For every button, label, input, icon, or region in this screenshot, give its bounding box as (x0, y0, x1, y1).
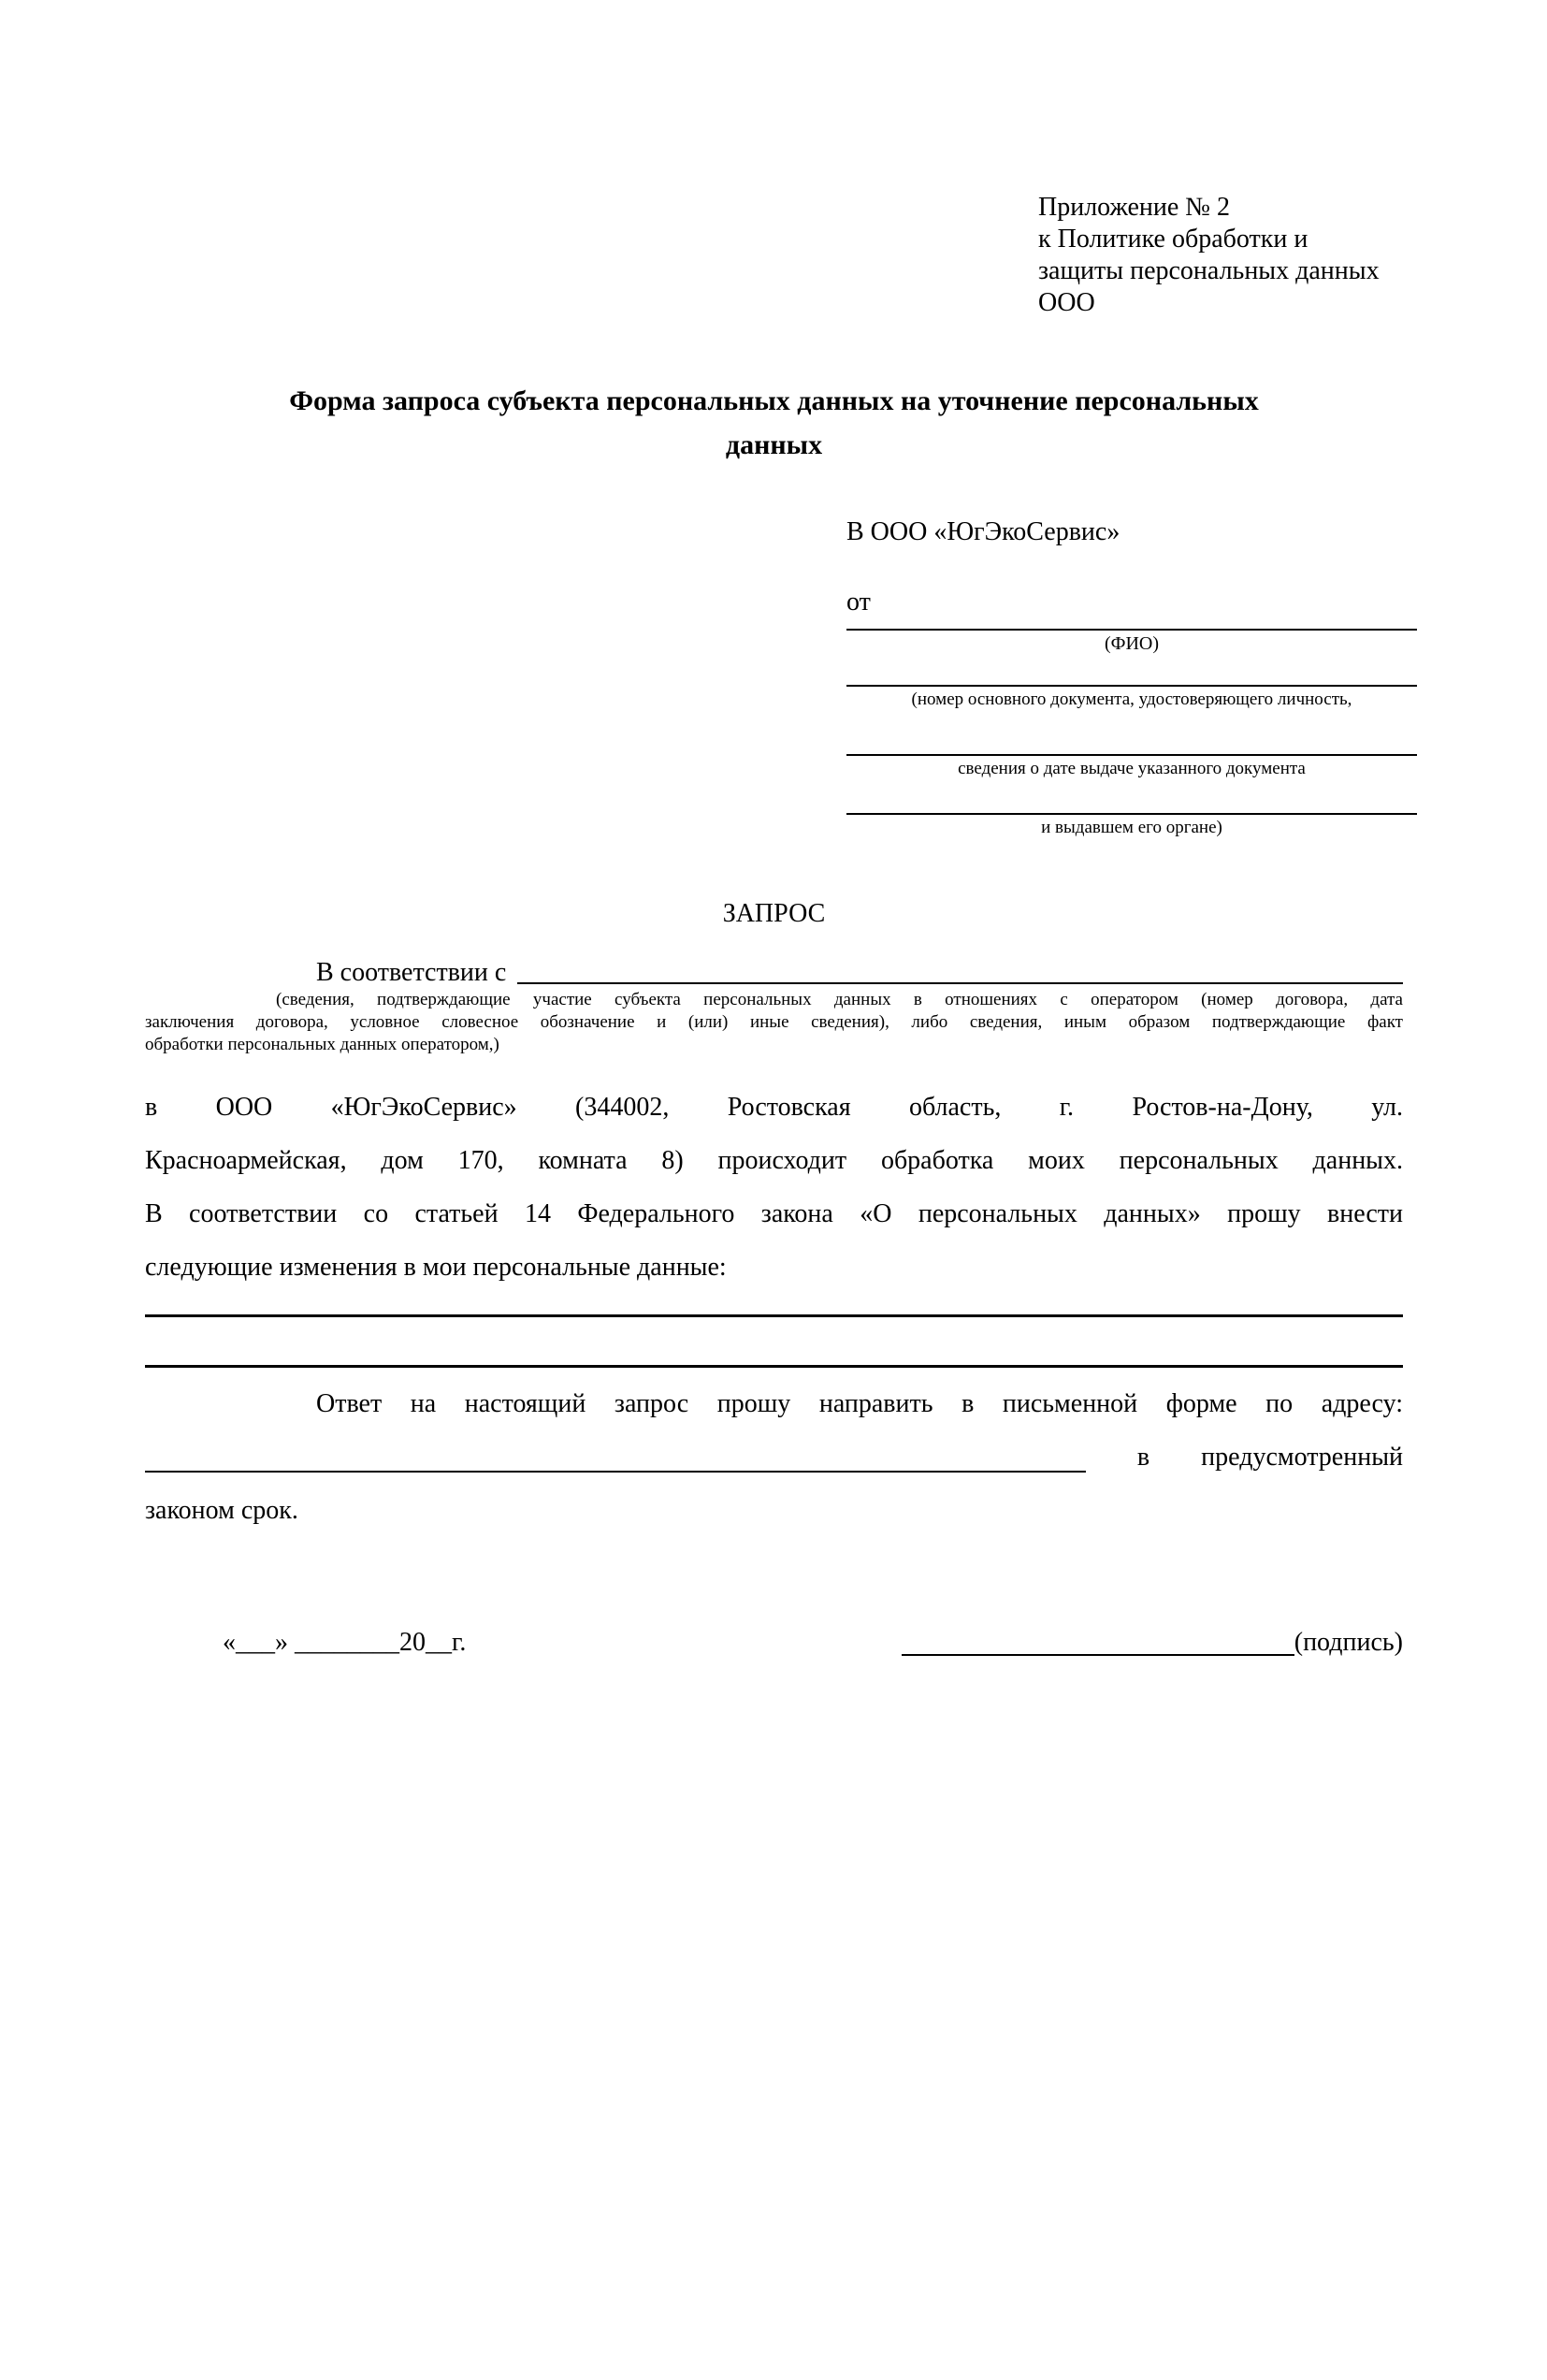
reply-paragraph (145, 1377, 1403, 1537)
request-footnote (145, 989, 1403, 1056)
reply-word: предусмотренный (1201, 1443, 1403, 1472)
request-lead-row (145, 957, 1403, 989)
document-page (0, 192, 1547, 2380)
page-content (0, 192, 1547, 1660)
changes-blank-line-1 (145, 1294, 1403, 1317)
date-signature-row (145, 1626, 1403, 1660)
footnote-line: заключения договора, условное словесное обозначение и (или) иные сведения), либо сведения, иным образом подтверждающие факт (145, 1012, 1403, 1032)
fio-caption: (ФИО) (1104, 633, 1159, 654)
request-blank-line (517, 957, 1403, 984)
date-blank-text: «___» ________20__г. (223, 1628, 467, 1657)
addressee-from-label: от (846, 588, 871, 617)
fio-blank-line (846, 619, 1417, 631)
signature-caption: (подпись) (1294, 1628, 1403, 1657)
appendix-block (1038, 192, 1405, 319)
document-title: Форма запроса субъекта персональных данных на уточнение персональных данных (289, 385, 1259, 460)
changes-blank-line-2 (145, 1317, 1403, 1368)
reply-line-2 (145, 1430, 1403, 1484)
issue-date-blank-line (846, 710, 1417, 756)
issue-date-caption: сведения о дате выдаче указанного документа (958, 759, 1306, 778)
address-blank-line (145, 1430, 1086, 1473)
issuing-authority-caption: и выдавшем его органе) (1041, 818, 1222, 837)
document-number-blank-line (846, 655, 1417, 687)
body-line: в ООО «ЮгЭкоСервис» (344002, Ростовская область, г. Ростов-на-Дону, ул. (145, 1093, 1403, 1122)
body-line: Красноармейская, дом 170, комната 8) происходит обработка моих персональных данных. (145, 1146, 1403, 1175)
body-line: следующие изменения в мои персональные данные: (145, 1253, 727, 1282)
footnote-line: обработки персональных данных оператором,) (145, 1035, 499, 1054)
issuing-authority-blank-line (846, 779, 1417, 815)
request-heading: ЗАПРОС (722, 899, 826, 928)
request-lead-text: В соответствии с (316, 958, 507, 987)
appendix-line: Приложение № 2 (1038, 193, 1230, 222)
reply-line-3: законом срок. (145, 1496, 298, 1525)
addressee-to: В ООО «ЮгЭкоСервис» (846, 517, 1120, 546)
signature-blank-line (902, 1626, 1294, 1656)
body-line: В соответствии со статьей 14 Федерального закона «О персональных данных» прошу внести (145, 1199, 1403, 1228)
addressee-block (846, 515, 1417, 838)
appendix-line: к Политике обработки и (1038, 225, 1308, 254)
body-paragraph (145, 1081, 1403, 1294)
footnote-line: (сведения, подтверждающие участие субъекта персональных данных в отношениях с оператором (номер договора, дата (276, 990, 1403, 1009)
reply-word: в (1136, 1443, 1150, 1472)
document-number-caption: (номер основного документа, удостоверяющего личность, (911, 689, 1352, 709)
reply-line-1: Ответ на настоящий запрос прошу направить в письменной форме по адресу: (316, 1389, 1403, 1418)
appendix-line: ООО (1038, 288, 1095, 317)
appendix-line: защиты персональных данных (1038, 256, 1380, 285)
